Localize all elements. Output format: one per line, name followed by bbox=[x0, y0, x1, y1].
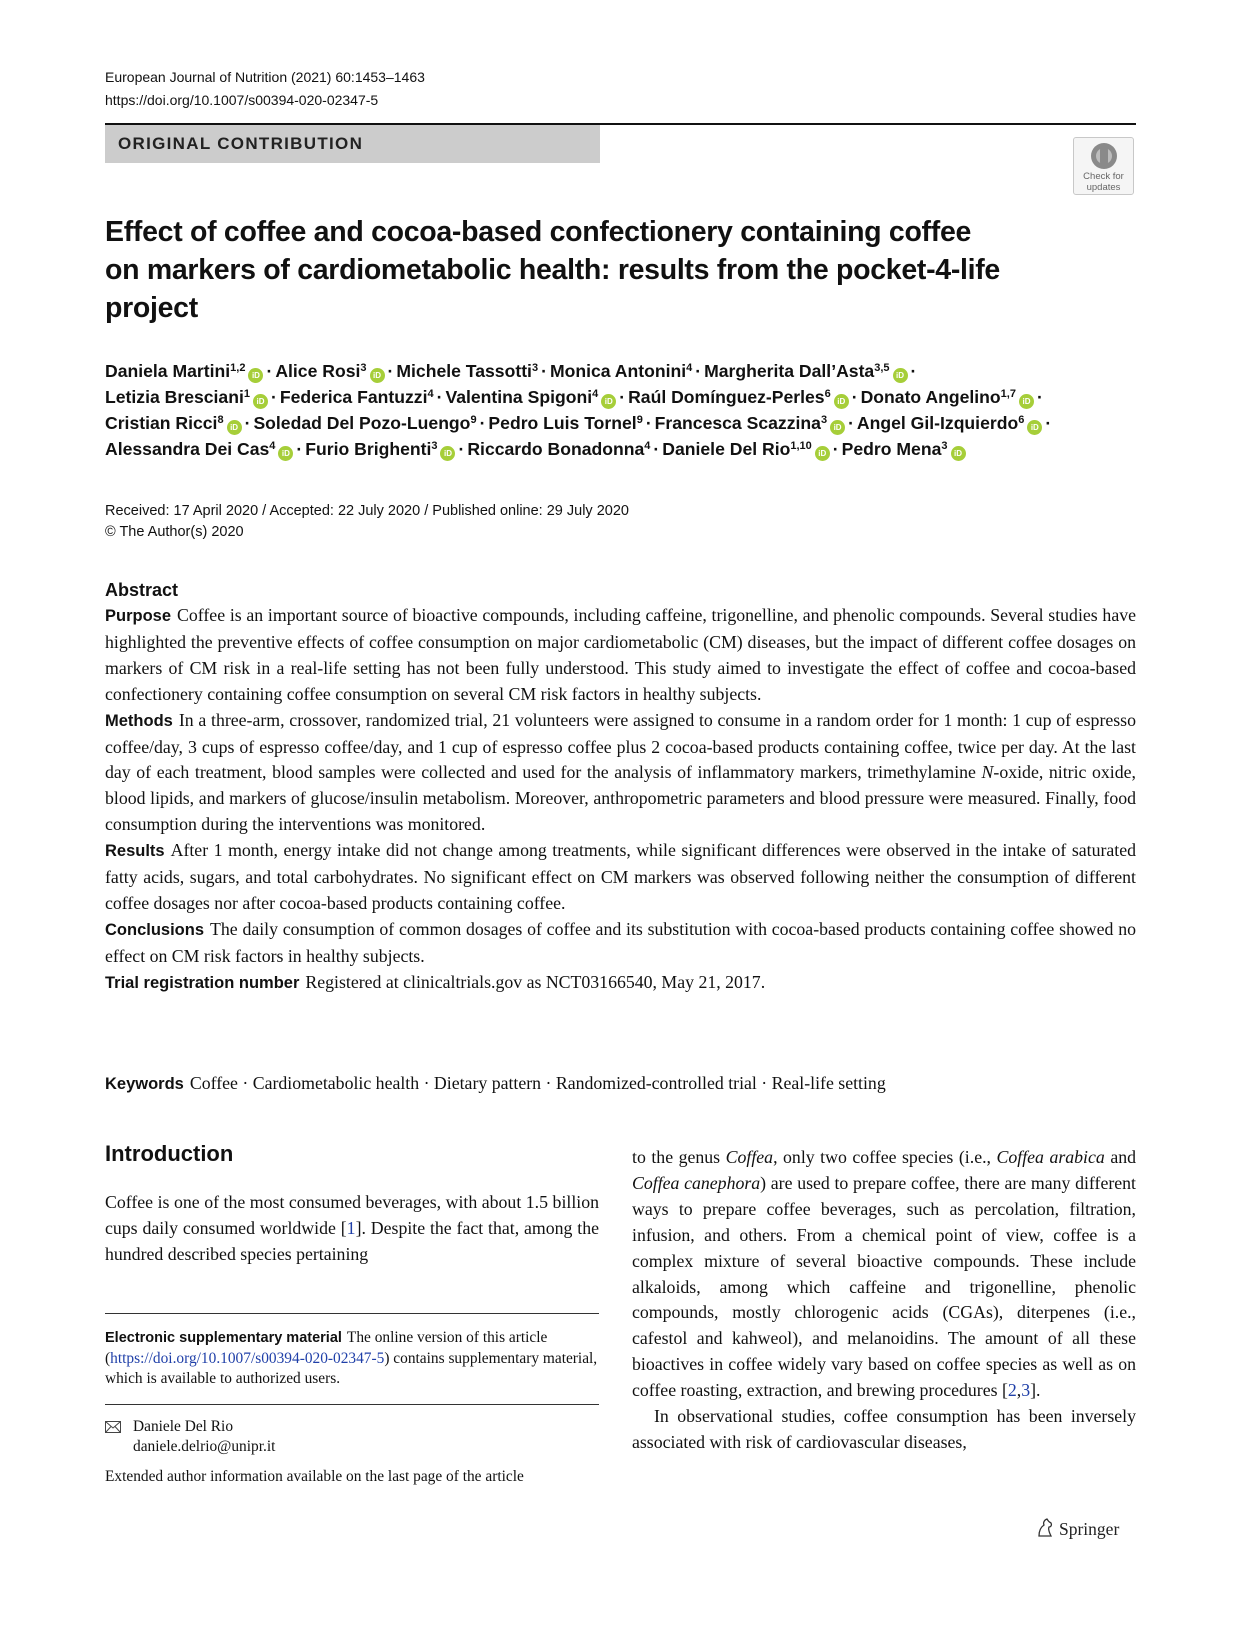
author-name[interactable]: Pedro Luis Tornel bbox=[488, 413, 637, 433]
orcid-icon[interactable]: iD bbox=[248, 368, 263, 383]
author-affiliation: 3 bbox=[531, 362, 539, 374]
orcid-icon[interactable]: iD bbox=[893, 368, 908, 383]
author-separator: · bbox=[619, 387, 626, 407]
author-name[interactable]: Soledad Del Pozo-Luengo bbox=[253, 413, 471, 433]
author-affiliation: 8 bbox=[217, 414, 224, 426]
orcid-icon[interactable]: iD bbox=[951, 446, 966, 461]
springer-logo bbox=[1036, 1518, 1119, 1540]
species-italic: Coffea canephora bbox=[632, 1172, 761, 1193]
orcid-icon[interactable]: iD bbox=[830, 420, 845, 435]
right-column bbox=[632, 1145, 1136, 1456]
author-affiliation: 4 bbox=[644, 440, 651, 452]
author-name[interactable]: Michele Tassotti bbox=[396, 361, 532, 381]
received-accepted-published: Received: 17 April 2020 / Accepted: 22 July 2020 / Published online: 29 July 2020 bbox=[105, 503, 629, 519]
introduction-heading: Introduction bbox=[105, 1141, 234, 1166]
orcid-icon[interactable]: iD bbox=[253, 394, 268, 409]
author-name[interactable]: Federica Fantuzzi bbox=[279, 387, 428, 407]
journal-header bbox=[105, 66, 425, 112]
author-name[interactable]: Riccardo Bonadonna bbox=[467, 439, 645, 459]
ref-separator: , bbox=[1016, 1380, 1022, 1401]
orcid-icon[interactable]: iD bbox=[227, 420, 242, 435]
trial-label: Trial registration number bbox=[105, 973, 300, 992]
methods-label: Methods bbox=[105, 711, 173, 730]
author-affiliation: 3 bbox=[941, 440, 948, 452]
author-name[interactable]: Raúl Domínguez-Perles bbox=[628, 387, 825, 407]
author-separator: · bbox=[541, 361, 547, 381]
author-separator: · bbox=[910, 361, 917, 381]
author-separator: · bbox=[1036, 387, 1043, 407]
author-name[interactable]: Daniela Martini bbox=[105, 361, 231, 381]
intro-text: ]. bbox=[1030, 1380, 1041, 1401]
intro-paragraph-2: In observational studies, coffee consumption has been inversely associated with risk of cardiovascular diseases, bbox=[632, 1406, 1136, 1452]
author-affiliation: 6 bbox=[824, 388, 831, 400]
doi-link[interactable]: https://doi.org/10.1007/s00394-020-02347-5 bbox=[105, 92, 379, 108]
esm-label: Electronic supplementary material bbox=[105, 1330, 342, 1346]
author-name[interactable]: Monica Antonini bbox=[549, 361, 687, 381]
methods-italic-n: N bbox=[981, 762, 994, 783]
author-affiliation: 4 bbox=[427, 388, 434, 400]
author-separator: · bbox=[695, 361, 702, 381]
author-separator: · bbox=[244, 413, 251, 433]
author-separator: · bbox=[387, 361, 394, 381]
title-line-2: on markers of cardiometabolic health: results from the pocket-4-life bbox=[105, 254, 1000, 286]
esm-text-a: The online version of this article ( bbox=[105, 1329, 548, 1367]
copyright-notice: © The Author(s) 2020 bbox=[105, 524, 244, 540]
conclusions-label: Conclusions bbox=[105, 920, 205, 939]
author-name[interactable]: Margherita Dall’Asta bbox=[704, 361, 875, 381]
genus-italic: Coffea bbox=[725, 1147, 774, 1167]
author-name[interactable]: Letizia Bresciani bbox=[105, 387, 244, 407]
author-name[interactable]: Furio Brighenti bbox=[305, 439, 432, 459]
author-separator: · bbox=[645, 413, 652, 433]
keywords bbox=[105, 1070, 1136, 1097]
author-affiliation: 3 bbox=[820, 414, 828, 426]
author-separator: · bbox=[479, 413, 486, 433]
author-name[interactable]: Alice Rosi bbox=[275, 361, 361, 381]
footnote-rule bbox=[105, 1404, 599, 1405]
springer-horse-icon bbox=[1036, 1518, 1054, 1538]
intro-paragraph-1 bbox=[105, 1190, 599, 1268]
intro-text: Coffee is one of the most consumed beverages, with about 1.5 billion cups daily consumed worldwide [ bbox=[105, 1192, 599, 1238]
extended-author-info: Extended author information available on the last page of the article bbox=[105, 1467, 524, 1485]
abstract-conclusions bbox=[105, 917, 1136, 970]
corresponding-author bbox=[105, 1417, 599, 1458]
left-column bbox=[105, 1140, 599, 1268]
purpose-text: Coffee is an important source of bioactive compounds, including caffeine, trigonelline, and phenolic compounds. Several studies have highlighted the preventive effects of coffee consumption on major cardiometabolic (CM) diseases, but the impact of different coffee dosages on markers of CM risk in a real-life setting has not been fully understood. This study aimed to investigate the effect of coffee and cocoa-based confectionery containing coffee consumption on several CM risk factors in healthy subjects. bbox=[105, 605, 1136, 704]
footnote-rule bbox=[105, 1313, 599, 1314]
springer-name: Springer bbox=[1059, 1519, 1120, 1539]
esm-link[interactable]: https://doi.org/10.1007/s00394-020-02347-5 bbox=[110, 1349, 385, 1367]
orcid-icon[interactable]: iD bbox=[278, 446, 293, 461]
corresponding-author-name: Daniele Del Rio bbox=[133, 1417, 234, 1435]
author-separator: · bbox=[436, 387, 443, 407]
intro-text: to the genus bbox=[632, 1147, 726, 1167]
orcid-icon[interactable]: iD bbox=[815, 446, 830, 461]
author-affiliation: 4 bbox=[269, 440, 276, 452]
title-line-3: project bbox=[105, 292, 198, 324]
reference-link-2[interactable]: 2 bbox=[1007, 1380, 1017, 1401]
abstract-heading: Abstract bbox=[105, 580, 179, 600]
intro-text: ]. Despite the fact that, among the hundred described species pertaining bbox=[105, 1217, 600, 1264]
author-name[interactable]: Angel Gil-Izquierdo bbox=[856, 413, 1019, 433]
author-name[interactable]: Pedro Mena bbox=[841, 439, 942, 459]
corresponding-author-email[interactable]: daniele.delrio@unipr.it bbox=[133, 1438, 276, 1455]
intro-text: , only two coffee species (i.e., bbox=[773, 1147, 997, 1167]
author-line bbox=[105, 410, 1145, 436]
paper-title bbox=[105, 213, 1045, 327]
check-updates-line1: Check for bbox=[1083, 171, 1124, 182]
check-for-updates-button[interactable] bbox=[1073, 137, 1134, 195]
crossmark-icon bbox=[1089, 141, 1119, 171]
footnote-area bbox=[105, 1313, 599, 1487]
title-line-1: Effect of coffee and cocoa-based confectionery containing coffee bbox=[105, 216, 972, 248]
author-separator: · bbox=[296, 439, 303, 459]
author-list bbox=[105, 358, 1145, 462]
abstract-section bbox=[105, 577, 1136, 997]
intro-text: and bbox=[1104, 1147, 1136, 1167]
check-updates-line2: updates bbox=[1086, 182, 1121, 193]
journal-citation: European Journal of Nutrition (2021) 60:1453–1463 bbox=[105, 69, 425, 85]
esm-footnote bbox=[105, 1328, 599, 1390]
orcid-icon[interactable]: iD bbox=[1027, 420, 1042, 435]
author-name[interactable]: Daniele Del Rio bbox=[662, 439, 791, 459]
article-type-label: ORIGINAL CONTRIBUTION bbox=[105, 125, 600, 163]
author-affiliation: 1 bbox=[243, 388, 250, 400]
reference-link-3[interactable]: 3 bbox=[1021, 1380, 1031, 1401]
author-affiliation: 9 bbox=[470, 414, 477, 426]
author-separator: · bbox=[848, 413, 854, 433]
author-separator: · bbox=[851, 387, 858, 407]
publication-dates bbox=[105, 501, 629, 543]
trial-text: Registered at clinicaltrials.gov as NCT03166540, May 21, 2017. bbox=[305, 971, 766, 992]
author-affiliation: 9 bbox=[636, 414, 643, 426]
reference-link-1[interactable]: 1 bbox=[346, 1217, 356, 1238]
author-line bbox=[105, 358, 1145, 384]
conclusions-text: The daily consumption of common dosages of coffee and its substitution with cocoa-based products containing coffee showed no effect on CM risk factors in healthy subjects. bbox=[105, 918, 1136, 966]
intro-text: ) are used to prepare coffee, there are many different ways to prepare coffee beverages, such as percolation, filtration, infusion, and others. From a chemical point of view, coffee is a complex mixture of several bioactive compounds. These include alkaloids, among which caffeine and trigonelline, phenolic compounds, mostly chlorogenic acids (CGAs), diterpenes (i.e., cafestol and kahweol), and melanoidins. The amount of all these bioactives in coffee widely vary based on coffee species as well as on coffee roasting, extraction, and brewing procedures [ bbox=[632, 1172, 1136, 1401]
results-text: After 1 month, energy intake did not change among treatments, while significant differences were observed in the intake of saturated fatty acids, sugars, and total carbohydrates. No significant effect on CM markers was observed following neither the consumption of different coffee dosages nor after cocoa-based products containing coffee. bbox=[105, 840, 1136, 913]
author-name[interactable]: Francesca Scazzina bbox=[654, 413, 821, 433]
author-line bbox=[105, 384, 1145, 410]
orcid-icon[interactable]: iD bbox=[440, 446, 455, 461]
author-name[interactable]: Alessandra Dei Cas bbox=[105, 439, 270, 459]
keywords-label: Keywords bbox=[105, 1075, 184, 1093]
methods-text-b: -oxide, nitric oxide, blood lipids, and markers of glucose/insulin metabolism. Moreover, anthropometric parameters and blood pressure were measured. Finally, food consumption during the interventions was monitored. bbox=[105, 762, 1136, 835]
author-separator: · bbox=[653, 439, 660, 459]
results-label: Results bbox=[105, 842, 165, 861]
author-separator: · bbox=[266, 361, 273, 381]
author-affiliation: 1,7 bbox=[1000, 388, 1016, 400]
esm-text-b: ) contains supplementary material, which is available to authorized users. bbox=[105, 1349, 598, 1387]
intro-paragraph-1-cont bbox=[632, 1145, 1136, 1404]
author-affiliation: 6 bbox=[1018, 414, 1025, 426]
author-separator: · bbox=[832, 439, 839, 459]
purpose-label: Purpose bbox=[105, 607, 172, 625]
author-separator: · bbox=[1045, 413, 1052, 433]
author-line bbox=[105, 436, 1145, 462]
author-separator: · bbox=[270, 387, 277, 407]
author-name[interactable]: Valentina Spigoni bbox=[445, 387, 593, 407]
orcid-icon[interactable]: iD bbox=[1019, 394, 1034, 409]
author-affiliation: 1,2 bbox=[230, 362, 246, 374]
orcid-icon[interactable]: iD bbox=[370, 368, 385, 383]
abstract-purpose bbox=[105, 603, 1136, 708]
abstract-methods bbox=[105, 708, 1136, 839]
author-affiliation: 4 bbox=[686, 362, 693, 374]
author-affiliation: 3 bbox=[360, 362, 367, 374]
author-affiliation: 3 bbox=[431, 440, 438, 452]
methods-text-a: In a three-arm, crossover, randomized trial, 21 volunteers were assigned to consume in a random order for 1 month: 1 cup of espresso coffee/day, 3 cups of espresso coffee/day, and 1 cup of espresso coffee plus 2 cocoa-based products containing coffee, twice per day. At the last day of each treatment, blood samples were collected and used for the analysis of inflammatory markers, trimethylamine bbox=[105, 709, 1136, 783]
author-affiliation: 3,5 bbox=[874, 362, 890, 374]
species-italic: Coffea arabica bbox=[996, 1147, 1105, 1167]
keywords-text: Coffee · Cardiometabolic health · Dietary pattern · Randomized-controlled trial · Real-life setting bbox=[189, 1073, 886, 1093]
orcid-icon[interactable]: iD bbox=[601, 394, 616, 409]
orcid-icon[interactable]: iD bbox=[834, 394, 849, 409]
abstract-results bbox=[105, 838, 1136, 917]
author-separator: · bbox=[458, 439, 465, 459]
author-name[interactable]: Donato Angelino bbox=[860, 387, 1001, 407]
envelope-icon bbox=[105, 1421, 121, 1433]
author-affiliation: 4 bbox=[592, 388, 599, 400]
author-name[interactable]: Cristian Ricci bbox=[105, 413, 218, 433]
author-affiliation: 1,10 bbox=[790, 440, 812, 452]
abstract-trial-registration bbox=[105, 970, 1136, 997]
